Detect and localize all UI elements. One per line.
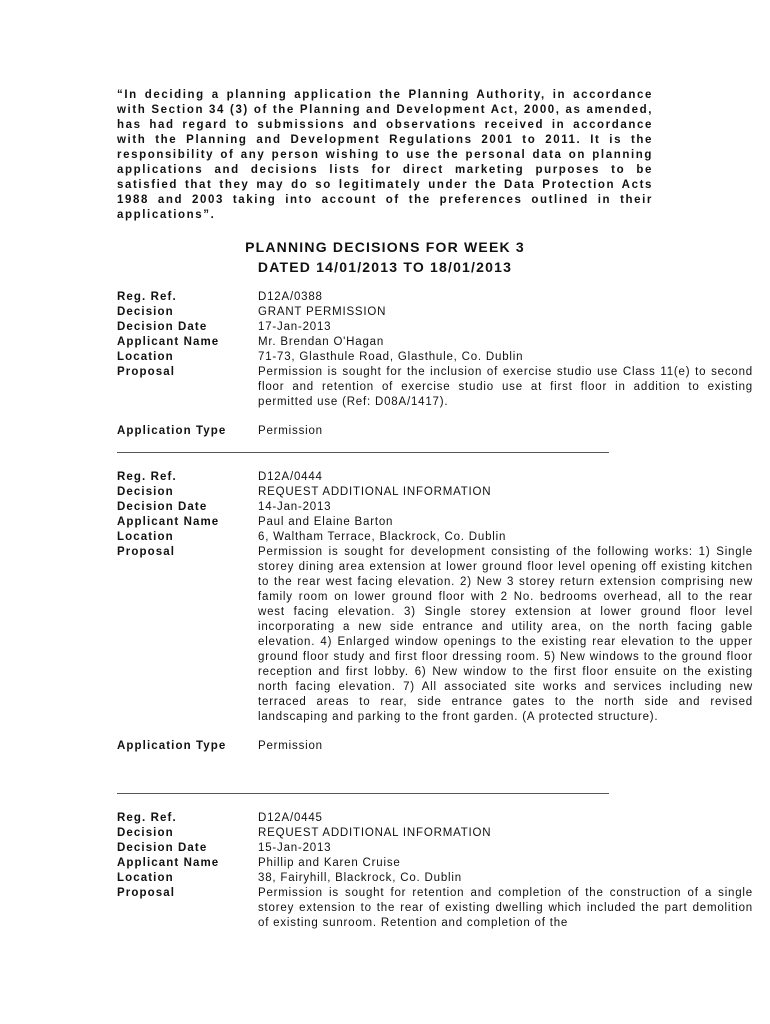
application-type-label: Application Type (117, 740, 227, 752)
decision-date-value: 14-Jan-2013 (258, 501, 332, 513)
planning-record (117, 290, 753, 439)
decision-value: REQUEST ADDITIONAL INFORMATION (258, 827, 492, 839)
application-type-value: Permission (258, 740, 323, 752)
record-divider (117, 793, 609, 794)
reg-ref-label: Reg. Ref. (117, 291, 177, 303)
location-label: Location (117, 531, 174, 543)
decision-date-label: Decision Date (117, 321, 208, 333)
decision-label: Decision (117, 827, 174, 839)
applicant-name-label: Applicant Name (117, 336, 220, 348)
proposal-label: Proposal (117, 366, 176, 378)
applicant-name-label: Applicant Name (117, 516, 220, 528)
location-label: Location (117, 351, 174, 363)
proposal-value: Permission is sought for development consisting of the following works: 1) Single storey dining area extension at lower ground floor level opening off existing kitchen to the rear west facing elevation. 2) New 3 storey return extension comprising new family room on lower ground floor with 2 No. bedrooms overhead, all to the rear west facing elevation. 3) Single storey extension at lower ground floor level incorporating a new side entrance and utility area, on the north facing gable elevation. 4) Enlarged window openings to the existing rear elevation to the upper ground floor study and first floor dressing room. 5) New windows to the ground floor reception and first lobby. 6) New window to the first floor ensuite on the existing north facing elevation. 7) All associated site works and services including new terraced areas to rear, side entrance gates to the north side and revised landscaping and parking to the front garden. (A protected structure). (258, 546, 753, 723)
application-type-label: Application Type (117, 425, 227, 437)
applicant-name-value: Paul and Elaine Barton (258, 516, 394, 528)
proposal-value: Permission is sought for retention and completion of the construction of a single storey extension to the rear of existing dwelling which included the part demolition of existing sunroom. Retention and completion of the (258, 887, 753, 929)
page-subtitle-dates: DATED 14/01/2013 TO 18/01/2013 (257, 259, 513, 275)
location-value: 38, Fairyhill, Blackrock, Co. Dublin (258, 872, 462, 884)
data-protection-disclaimer: “In deciding a planning application the Planning Authority, in accordance with Section 34 (3) of the Planning and Development Act, 2000, as amended, has had regard to submissions and observations received in accordance with the Planning and Development Regulations 2001 to 2011. It is the responsibility of any person wishing to use the personal data on planning applications and decisions lists for direct marketing purposes to be satisfied that they may do so legitimately under the Data Protection Acts 1988 and 2003 taking into account of the preferences outlined in their applications”. (117, 89, 653, 221)
decision-date-value: 17-Jan-2013 (258, 321, 332, 333)
location-value: 6, Waltham Terrace, Blackrock, Co. Dublin (258, 531, 507, 543)
proposal-label: Proposal (117, 887, 176, 899)
decision-label: Decision (117, 306, 174, 318)
reg-ref-value: D12A/0445 (258, 812, 323, 824)
applicant-name-label: Applicant Name (117, 857, 220, 869)
decision-date-value: 15-Jan-2013 (258, 842, 332, 854)
reg-ref-label: Reg. Ref. (117, 812, 177, 824)
location-label: Location (117, 872, 174, 884)
page-title: PLANNING DECISIONS FOR WEEK 3 (245, 239, 525, 255)
decision-date-label: Decision Date (117, 501, 208, 513)
location-value: 71-73, Glasthule Road, Glasthule, Co. Dublin (258, 351, 524, 363)
applicant-name-value: Mr. Brendan O'Hagan (258, 336, 385, 348)
reg-ref-value: D12A/0388 (258, 291, 323, 303)
decision-date-label: Decision Date (117, 842, 208, 854)
planning-record (117, 470, 753, 754)
record-divider (117, 452, 609, 453)
reg-ref-value: D12A/0444 (258, 471, 323, 483)
applicant-name-value: Phillip and Karen Cruise (258, 857, 401, 869)
decision-label: Decision (117, 486, 174, 498)
proposal-value: Permission is sought for the inclusion of exercise studio use Class 11(e) to second floor and retention of exercise studio use at first floor in addition to existing permitted use (Ref: D08A/1417). (258, 366, 753, 408)
proposal-label: Proposal (117, 546, 176, 558)
decision-value: REQUEST ADDITIONAL INFORMATION (258, 486, 492, 498)
decision-value: GRANT PERMISSION (258, 306, 387, 318)
reg-ref-label: Reg. Ref. (117, 471, 177, 483)
planning-record (117, 811, 753, 931)
application-type-value: Permission (258, 425, 323, 437)
